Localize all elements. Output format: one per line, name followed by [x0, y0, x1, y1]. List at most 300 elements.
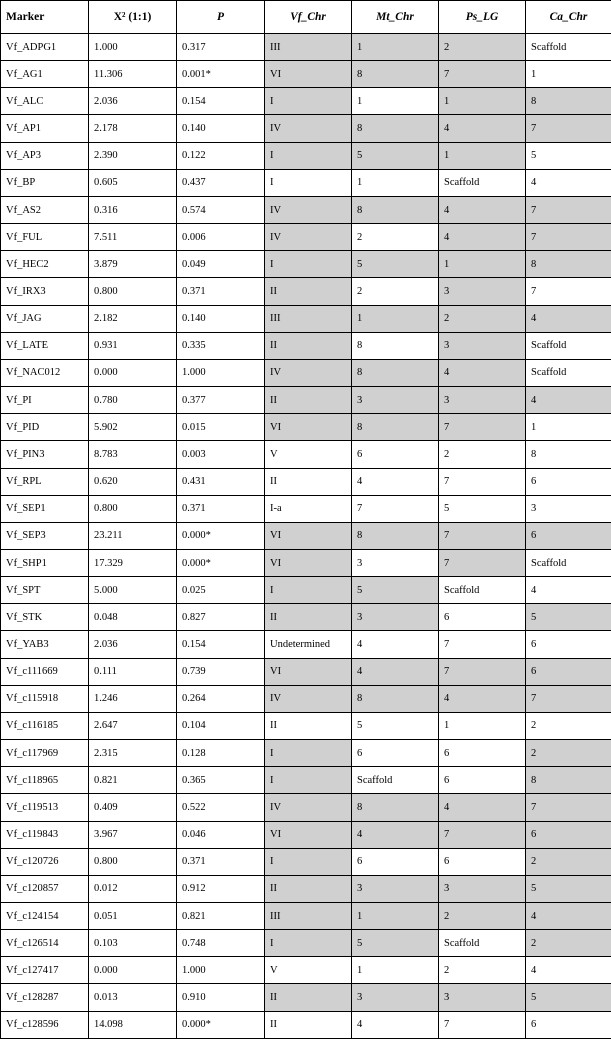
cell-vf-chr: II	[265, 984, 352, 1011]
cell-p-value: 0.003	[177, 441, 265, 468]
cell-ca-chr: 7	[526, 224, 611, 251]
cell-vf-chr: I	[265, 142, 352, 169]
header-mt-chr: Mt_Chr	[352, 1, 439, 34]
cell-marker: Vf_c120726	[1, 848, 89, 875]
cell-marker: Vf_PIN3	[1, 441, 89, 468]
cell-ps-lg: 2	[439, 957, 526, 984]
cell-mt-chr: 1	[352, 34, 439, 61]
cell-vf-chr: I	[265, 930, 352, 957]
cell-ps-lg: 3	[439, 984, 526, 1011]
cell-p-value: 1.000	[177, 359, 265, 386]
cell-ps-lg: 6	[439, 767, 526, 794]
cell-p-value: 0.910	[177, 984, 265, 1011]
cell-chi-square: 0.111	[89, 658, 177, 685]
cell-ca-chr: 3	[526, 495, 611, 522]
cell-mt-chr: 8	[352, 61, 439, 88]
cell-chi-square: 1.246	[89, 685, 177, 712]
table-row	[1, 930, 611, 957]
cell-ps-lg: 7	[439, 1011, 526, 1038]
cell-ca-chr: 6	[526, 631, 611, 658]
cell-ps-lg: Scaffold	[439, 169, 526, 196]
cell-vf-chr: I	[265, 88, 352, 115]
cell-chi-square: 0.013	[89, 984, 177, 1011]
cell-marker: Vf_c116185	[1, 712, 89, 739]
cell-marker: Vf_JAG	[1, 305, 89, 332]
cell-mt-chr: Scaffold	[352, 767, 439, 794]
cell-chi-square: 3.967	[89, 821, 177, 848]
cell-mt-chr: 6	[352, 441, 439, 468]
cell-mt-chr: 8	[352, 359, 439, 386]
header-ps-lg: Ps_LG	[439, 1, 526, 34]
cell-p-value: 0.128	[177, 740, 265, 767]
table-row	[1, 468, 611, 495]
cell-marker: Vf_STK	[1, 604, 89, 631]
cell-ca-chr: 7	[526, 196, 611, 223]
cell-ps-lg: 7	[439, 549, 526, 576]
table-row	[1, 577, 611, 604]
cell-vf-chr: VI	[265, 821, 352, 848]
table-row	[1, 332, 611, 359]
cell-ps-lg: 2	[439, 903, 526, 930]
cell-vf-chr: I	[265, 740, 352, 767]
cell-mt-chr: 5	[352, 712, 439, 739]
cell-ca-chr: 5	[526, 604, 611, 631]
header-vf-chr: Vf_Chr	[265, 1, 352, 34]
table-row	[1, 34, 611, 61]
cell-marker: Vf_c124154	[1, 903, 89, 930]
cell-chi-square: 0.000	[89, 957, 177, 984]
cell-ca-chr: 6	[526, 468, 611, 495]
cell-chi-square: 8.783	[89, 441, 177, 468]
cell-ca-chr: Scaffold	[526, 34, 611, 61]
table-row	[1, 848, 611, 875]
cell-mt-chr: 7	[352, 495, 439, 522]
cell-vf-chr: III	[265, 903, 352, 930]
cell-mt-chr: 5	[352, 251, 439, 278]
cell-ca-chr: 4	[526, 957, 611, 984]
cell-marker: Vf_SEP3	[1, 522, 89, 549]
cell-ca-chr: 1	[526, 61, 611, 88]
cell-mt-chr: 8	[352, 115, 439, 142]
cell-marker: Vf_c118965	[1, 767, 89, 794]
cell-ps-lg: 3	[439, 875, 526, 902]
cell-ps-lg: 1	[439, 712, 526, 739]
table-row	[1, 658, 611, 685]
cell-marker: Vf_c128287	[1, 984, 89, 1011]
cell-marker: Vf_HEC2	[1, 251, 89, 278]
cell-marker: Vf_c119843	[1, 821, 89, 848]
cell-vf-chr: II	[265, 1011, 352, 1038]
cell-mt-chr: 2	[352, 224, 439, 251]
cell-p-value: 0.025	[177, 577, 265, 604]
cell-marker: Vf_PI	[1, 387, 89, 414]
cell-p-value: 0.335	[177, 332, 265, 359]
table-row	[1, 142, 611, 169]
cell-mt-chr: 8	[352, 522, 439, 549]
cell-ps-lg: 3	[439, 278, 526, 305]
cell-marker: Vf_SHP1	[1, 549, 89, 576]
cell-chi-square: 0.780	[89, 387, 177, 414]
cell-mt-chr: 3	[352, 604, 439, 631]
cell-chi-square: 2.315	[89, 740, 177, 767]
cell-marker: Vf_FUL	[1, 224, 89, 251]
table-body	[1, 34, 611, 1039]
cell-vf-chr: VI	[265, 658, 352, 685]
cell-p-value: 0.371	[177, 495, 265, 522]
cell-mt-chr: 4	[352, 658, 439, 685]
cell-ca-chr: 8	[526, 251, 611, 278]
cell-ca-chr: 2	[526, 930, 611, 957]
cell-chi-square: 0.000	[89, 359, 177, 386]
cell-marker: Vf_c117969	[1, 740, 89, 767]
cell-marker: Vf_AP3	[1, 142, 89, 169]
table-row	[1, 88, 611, 115]
cell-marker: Vf_IRX3	[1, 278, 89, 305]
header-marker: Marker	[1, 1, 89, 34]
cell-chi-square: 0.931	[89, 332, 177, 359]
table-row	[1, 387, 611, 414]
table-row	[1, 740, 611, 767]
cell-ca-chr: Scaffold	[526, 549, 611, 576]
table-row	[1, 278, 611, 305]
cell-vf-chr: III	[265, 305, 352, 332]
table-row	[1, 984, 611, 1011]
cell-p-value: 0.748	[177, 930, 265, 957]
cell-marker: Vf_AP1	[1, 115, 89, 142]
cell-ps-lg: 4	[439, 196, 526, 223]
table-row	[1, 495, 611, 522]
cell-ca-chr: 2	[526, 712, 611, 739]
cell-p-value: 0.001*	[177, 61, 265, 88]
cell-chi-square: 2.390	[89, 142, 177, 169]
cell-ps-lg: 4	[439, 794, 526, 821]
cell-mt-chr: 8	[352, 685, 439, 712]
cell-ca-chr: 8	[526, 767, 611, 794]
cell-ps-lg: 1	[439, 88, 526, 115]
cell-vf-chr: II	[265, 332, 352, 359]
cell-mt-chr: 1	[352, 169, 439, 196]
cell-p-value: 0.377	[177, 387, 265, 414]
cell-ps-lg: 7	[439, 821, 526, 848]
table-row	[1, 414, 611, 441]
cell-p-value: 0.015	[177, 414, 265, 441]
cell-chi-square: 0.800	[89, 848, 177, 875]
cell-mt-chr: 4	[352, 1011, 439, 1038]
cell-vf-chr: I	[265, 251, 352, 278]
cell-p-value: 0.000*	[177, 549, 265, 576]
cell-p-value: 0.006	[177, 224, 265, 251]
cell-marker: Vf_AS2	[1, 196, 89, 223]
cell-chi-square: 14.098	[89, 1011, 177, 1038]
cell-p-value: 0.140	[177, 305, 265, 332]
cell-chi-square: 5.902	[89, 414, 177, 441]
cell-ca-chr: 4	[526, 903, 611, 930]
table-row	[1, 522, 611, 549]
table-row	[1, 685, 611, 712]
cell-mt-chr: 8	[352, 414, 439, 441]
cell-p-value: 0.912	[177, 875, 265, 902]
cell-mt-chr: 5	[352, 930, 439, 957]
cell-chi-square: 0.048	[89, 604, 177, 631]
cell-vf-chr: IV	[265, 196, 352, 223]
cell-ps-lg: Scaffold	[439, 930, 526, 957]
table-row	[1, 305, 611, 332]
table-row	[1, 61, 611, 88]
table-row	[1, 712, 611, 739]
cell-ps-lg: Scaffold	[439, 577, 526, 604]
cell-ca-chr: Scaffold	[526, 359, 611, 386]
cell-mt-chr: 3	[352, 549, 439, 576]
table-row	[1, 875, 611, 902]
cell-vf-chr: IV	[265, 685, 352, 712]
table-row	[1, 441, 611, 468]
cell-chi-square: 2.178	[89, 115, 177, 142]
cell-ps-lg: 6	[439, 740, 526, 767]
cell-vf-chr: IV	[265, 794, 352, 821]
cell-chi-square: 0.821	[89, 767, 177, 794]
cell-mt-chr: 4	[352, 821, 439, 848]
table-row	[1, 604, 611, 631]
cell-vf-chr: II	[265, 604, 352, 631]
cell-vf-chr: II	[265, 278, 352, 305]
cell-chi-square: 0.620	[89, 468, 177, 495]
cell-p-value: 0.431	[177, 468, 265, 495]
cell-p-value: 0.154	[177, 631, 265, 658]
cell-ps-lg: 7	[439, 468, 526, 495]
cell-p-value: 0.739	[177, 658, 265, 685]
table-row	[1, 631, 611, 658]
cell-chi-square: 0.800	[89, 495, 177, 522]
cell-p-value: 0.522	[177, 794, 265, 821]
cell-ca-chr: 5	[526, 142, 611, 169]
cell-marker: Vf_c115918	[1, 685, 89, 712]
cell-vf-chr: II	[265, 387, 352, 414]
cell-vf-chr: IV	[265, 224, 352, 251]
cell-vf-chr: VI	[265, 549, 352, 576]
cell-mt-chr: 8	[352, 794, 439, 821]
cell-mt-chr: 2	[352, 278, 439, 305]
cell-mt-chr: 5	[352, 577, 439, 604]
cell-vf-chr: I	[265, 577, 352, 604]
cell-p-value: 0.821	[177, 903, 265, 930]
cell-ps-lg: 7	[439, 631, 526, 658]
cell-ps-lg: 4	[439, 359, 526, 386]
cell-ca-chr: 4	[526, 169, 611, 196]
cell-chi-square: 0.800	[89, 278, 177, 305]
cell-ca-chr: 6	[526, 821, 611, 848]
cell-ps-lg: 4	[439, 115, 526, 142]
table-row	[1, 767, 611, 794]
cell-chi-square: 5.000	[89, 577, 177, 604]
cell-p-value: 0.574	[177, 196, 265, 223]
cell-vf-chr: I	[265, 767, 352, 794]
table-row	[1, 957, 611, 984]
cell-p-value: 0.000*	[177, 1011, 265, 1038]
cell-ps-lg: 7	[439, 658, 526, 685]
cell-vf-chr: VI	[265, 522, 352, 549]
table-row	[1, 903, 611, 930]
cell-ca-chr: 2	[526, 740, 611, 767]
cell-marker: Vf_c119513	[1, 794, 89, 821]
cell-chi-square: 0.012	[89, 875, 177, 902]
table-row	[1, 359, 611, 386]
cell-marker: Vf_c126514	[1, 930, 89, 957]
cell-p-value: 0.317	[177, 34, 265, 61]
cell-ca-chr: 6	[526, 1011, 611, 1038]
cell-chi-square: 0.605	[89, 169, 177, 196]
cell-ps-lg: 1	[439, 251, 526, 278]
table-row	[1, 794, 611, 821]
cell-ps-lg: 4	[439, 224, 526, 251]
cell-vf-chr: V	[265, 957, 352, 984]
cell-ca-chr: Scaffold	[526, 332, 611, 359]
cell-p-value: 0.371	[177, 278, 265, 305]
cell-marker: Vf_LATE	[1, 332, 89, 359]
table-row	[1, 1011, 611, 1038]
cell-marker: Vf_c127417	[1, 957, 89, 984]
cell-vf-chr: I	[265, 169, 352, 196]
cell-marker: Vf_PID	[1, 414, 89, 441]
cell-ca-chr: 7	[526, 278, 611, 305]
table-row	[1, 115, 611, 142]
cell-chi-square: 2.182	[89, 305, 177, 332]
cell-ca-chr: 4	[526, 305, 611, 332]
cell-chi-square: 1.000	[89, 34, 177, 61]
cell-marker: Vf_c120857	[1, 875, 89, 902]
cell-ps-lg: 2	[439, 441, 526, 468]
cell-ps-lg: 7	[439, 61, 526, 88]
cell-p-value: 0.371	[177, 848, 265, 875]
cell-vf-chr: IV	[265, 359, 352, 386]
cell-ca-chr: 2	[526, 848, 611, 875]
cell-chi-square: 0.051	[89, 903, 177, 930]
cell-vf-chr: VI	[265, 414, 352, 441]
cell-ps-lg: 3	[439, 387, 526, 414]
cell-ps-lg: 5	[439, 495, 526, 522]
cell-marker: Vf_NAC012	[1, 359, 89, 386]
cell-mt-chr: 6	[352, 740, 439, 767]
cell-ps-lg: 3	[439, 332, 526, 359]
cell-mt-chr: 1	[352, 903, 439, 930]
cell-mt-chr: 3	[352, 984, 439, 1011]
cell-marker: Vf_ALC	[1, 88, 89, 115]
cell-marker: Vf_c111669	[1, 658, 89, 685]
cell-vf-chr: II	[265, 875, 352, 902]
cell-vf-chr: I-a	[265, 495, 352, 522]
cell-p-value: 0.046	[177, 821, 265, 848]
cell-chi-square: 2.036	[89, 88, 177, 115]
cell-p-value: 0.437	[177, 169, 265, 196]
cell-p-value: 1.000	[177, 957, 265, 984]
cell-chi-square: 11.306	[89, 61, 177, 88]
cell-ca-chr: 6	[526, 522, 611, 549]
cell-ca-chr: 5	[526, 984, 611, 1011]
cell-ca-chr: 8	[526, 441, 611, 468]
cell-marker: Vf_SPT	[1, 577, 89, 604]
cell-ps-lg: 2	[439, 305, 526, 332]
cell-ca-chr: 1	[526, 414, 611, 441]
cell-mt-chr: 5	[352, 142, 439, 169]
table-header	[1, 1, 611, 34]
cell-marker: Vf_c128596	[1, 1011, 89, 1038]
cell-ca-chr: 4	[526, 577, 611, 604]
cell-ps-lg: 4	[439, 685, 526, 712]
cell-p-value: 0.827	[177, 604, 265, 631]
cell-chi-square: 7.511	[89, 224, 177, 251]
cell-p-value: 0.154	[177, 88, 265, 115]
cell-chi-square: 2.036	[89, 631, 177, 658]
cell-chi-square: 3.879	[89, 251, 177, 278]
cell-mt-chr: 8	[352, 196, 439, 223]
header-p-value: P	[177, 1, 265, 34]
table-row	[1, 196, 611, 223]
cell-marker: Vf_SEP1	[1, 495, 89, 522]
cell-ca-chr: 4	[526, 387, 611, 414]
cell-ca-chr: 8	[526, 88, 611, 115]
table-row	[1, 251, 611, 278]
cell-p-value: 0.000*	[177, 522, 265, 549]
cell-ca-chr: 5	[526, 875, 611, 902]
cell-chi-square: 0.316	[89, 196, 177, 223]
cell-mt-chr: 4	[352, 631, 439, 658]
cell-chi-square: 2.647	[89, 712, 177, 739]
cell-ca-chr: 7	[526, 115, 611, 142]
cell-mt-chr: 3	[352, 387, 439, 414]
cell-chi-square: 0.409	[89, 794, 177, 821]
cell-p-value: 0.140	[177, 115, 265, 142]
cell-marker: Vf_ADPG1	[1, 34, 89, 61]
cell-ps-lg: 7	[439, 414, 526, 441]
cell-p-value: 0.264	[177, 685, 265, 712]
table-row	[1, 549, 611, 576]
table-row	[1, 169, 611, 196]
cell-vf-chr: VI	[265, 61, 352, 88]
cell-mt-chr: 6	[352, 848, 439, 875]
cell-chi-square: 0.103	[89, 930, 177, 957]
cell-mt-chr: 4	[352, 468, 439, 495]
cell-chi-square: 23.211	[89, 522, 177, 549]
cell-ca-chr: 6	[526, 658, 611, 685]
cell-marker: Vf_AG1	[1, 61, 89, 88]
cell-mt-chr: 8	[352, 332, 439, 359]
cell-p-value: 0.049	[177, 251, 265, 278]
cell-mt-chr: 1	[352, 305, 439, 332]
cell-marker: Vf_RPL	[1, 468, 89, 495]
cell-ca-chr: 7	[526, 685, 611, 712]
cell-ps-lg: 7	[439, 522, 526, 549]
cell-mt-chr: 1	[352, 957, 439, 984]
cell-chi-square: 17.329	[89, 549, 177, 576]
cell-vf-chr: Undetermined	[265, 631, 352, 658]
header-row	[1, 1, 611, 34]
cell-marker: Vf_YAB3	[1, 631, 89, 658]
cell-vf-chr: I	[265, 848, 352, 875]
cell-ps-lg: 2	[439, 34, 526, 61]
cell-vf-chr: II	[265, 468, 352, 495]
cell-vf-chr: III	[265, 34, 352, 61]
cell-p-value: 0.365	[177, 767, 265, 794]
cell-vf-chr: V	[265, 441, 352, 468]
header-ca-chr: Ca_Chr	[526, 1, 611, 34]
table-row	[1, 821, 611, 848]
cell-vf-chr: IV	[265, 115, 352, 142]
cell-vf-chr: II	[265, 712, 352, 739]
cell-ps-lg: 6	[439, 604, 526, 631]
cell-p-value: 0.104	[177, 712, 265, 739]
cell-ca-chr: 7	[526, 794, 611, 821]
cell-ps-lg: 6	[439, 848, 526, 875]
cell-mt-chr: 1	[352, 88, 439, 115]
